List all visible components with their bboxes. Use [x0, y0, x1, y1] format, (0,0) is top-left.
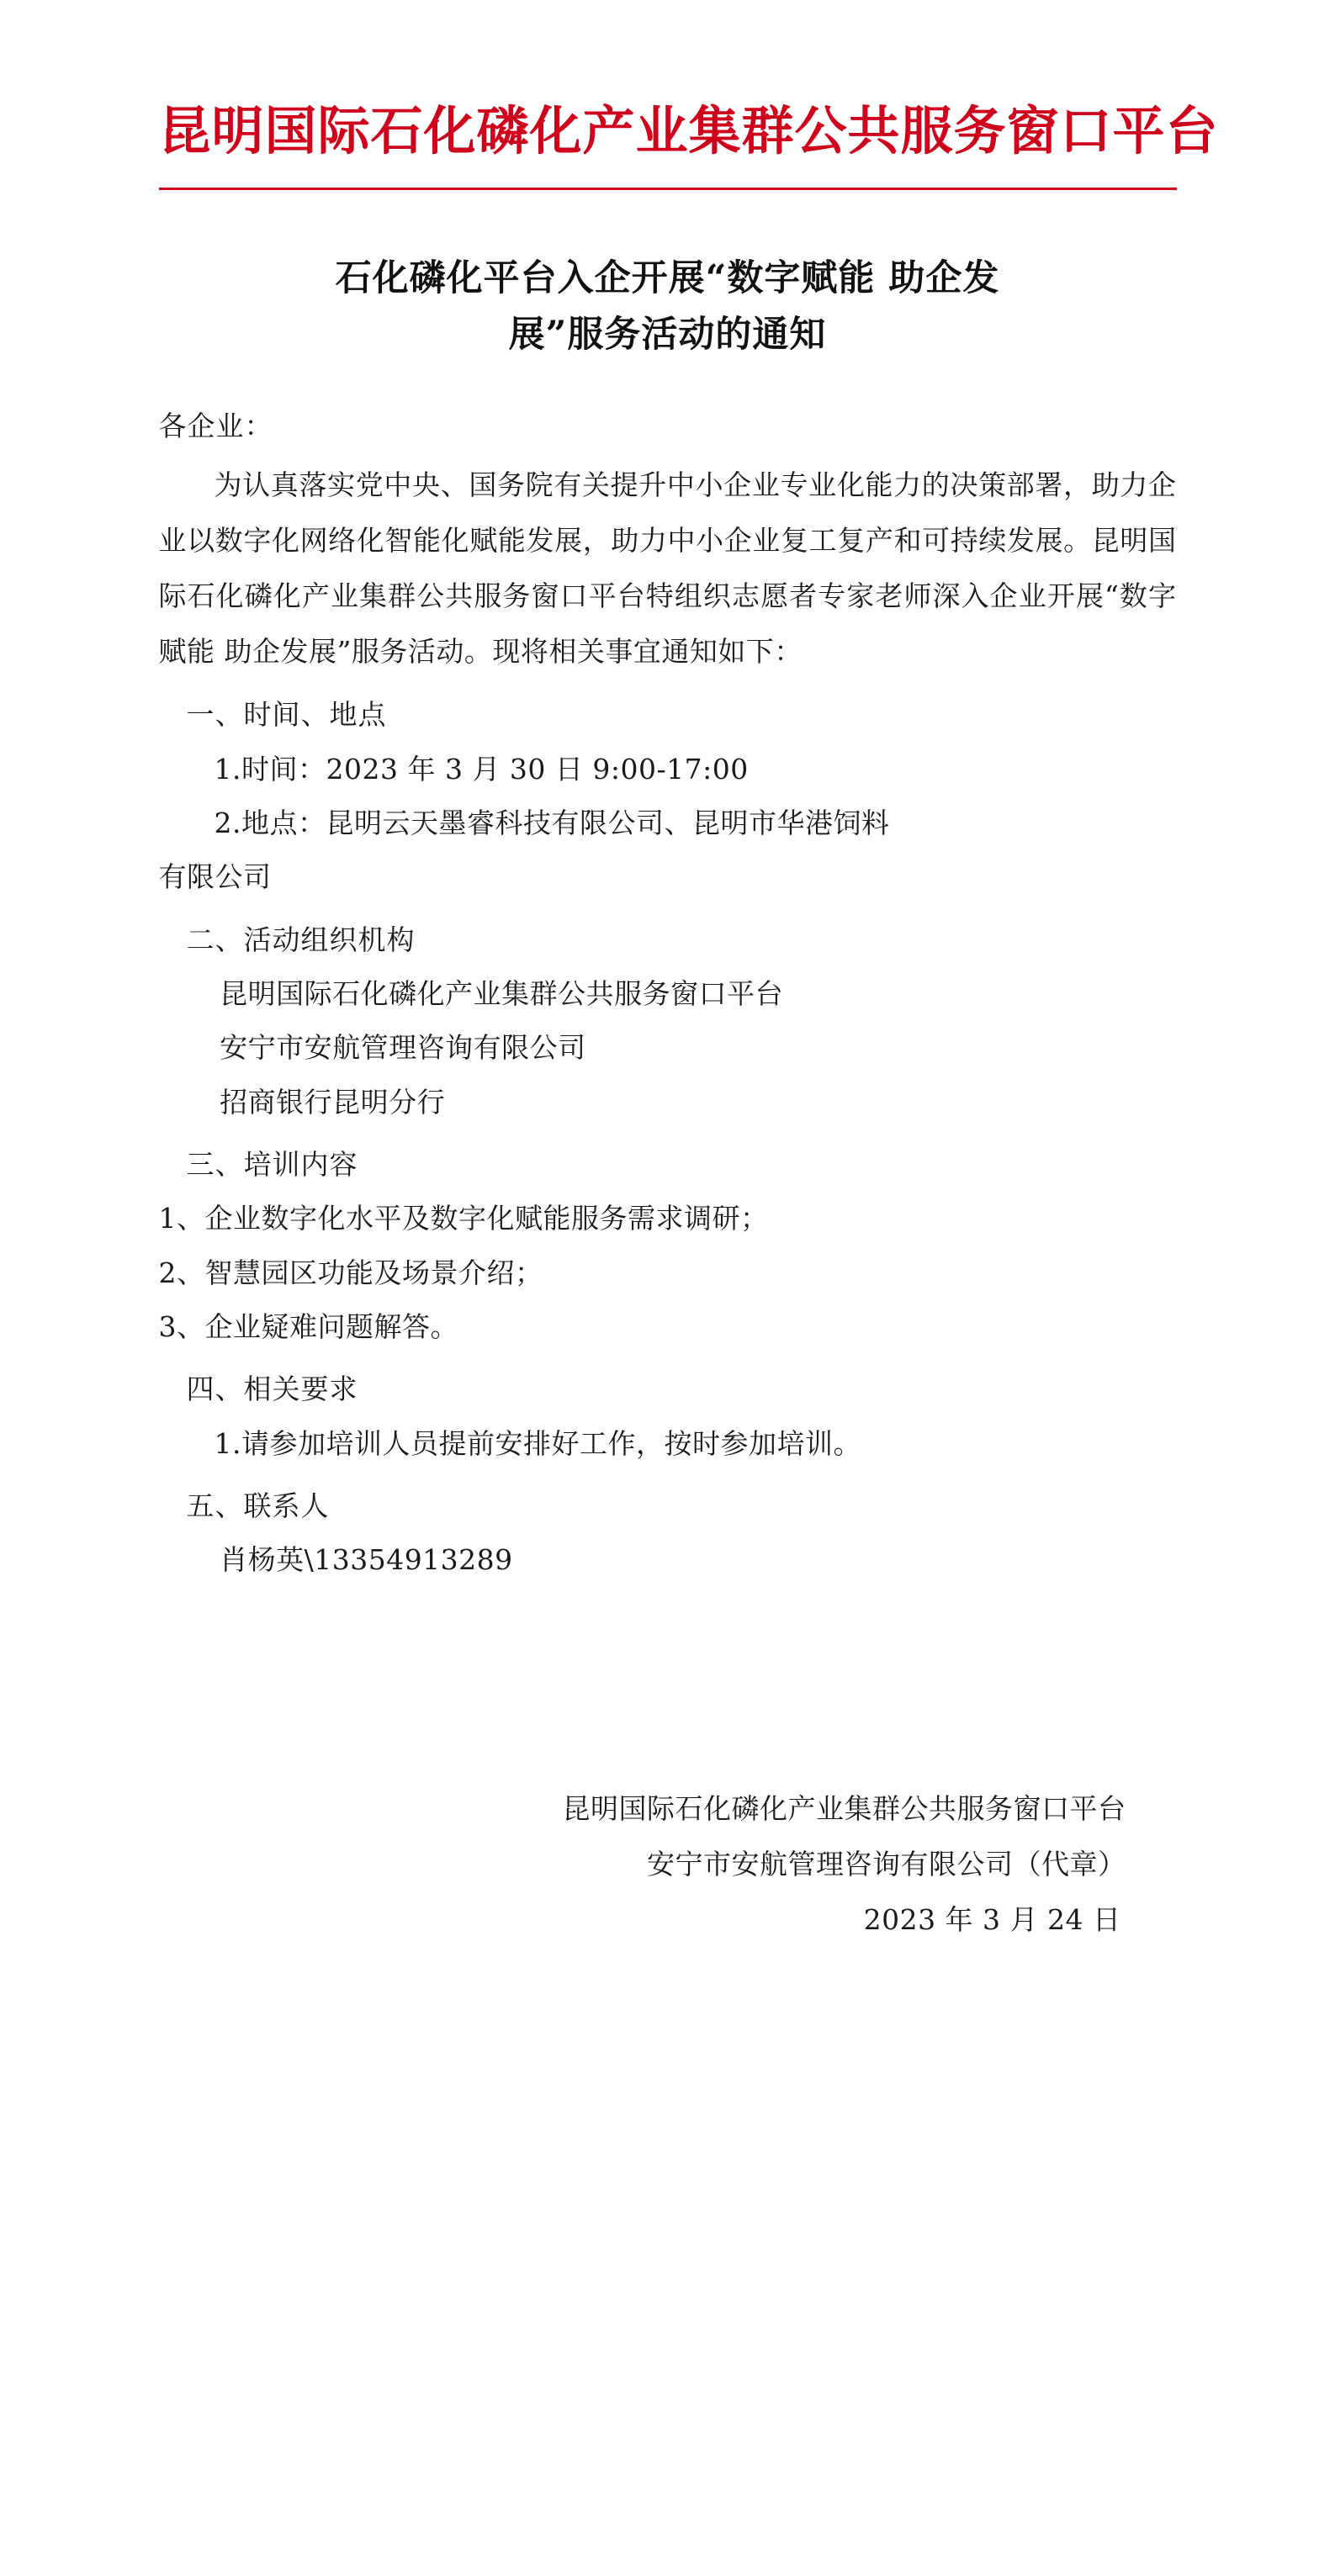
letterhead-divider — [159, 188, 1177, 190]
signature-date: 2023 年 3 月 24 日 — [863, 1902, 1121, 1936]
training-item-1: 1、企业数字化水平及数字化赋能服务需求调研； — [158, 1202, 769, 1235]
contact-person: 肖杨英\13354913289 — [220, 1543, 513, 1577]
signature-block — [159, 1781, 1177, 1948]
signature-org-2: 安宁市安航管理咨询有限公司（代章） — [647, 1847, 1126, 1880]
section-heading-contact: 五、联系人 — [186, 1489, 330, 1523]
signature-org-1: 昆明国际石化磷化产业集群公共服务窗口平台 — [562, 1791, 1126, 1825]
letterhead-title: 昆明国际石化磷化产业集群公共服务窗口平台 — [158, 100, 1219, 161]
page-title-line-2: 展”服务活动的通知 — [508, 313, 827, 356]
section-heading-time-place: 一、时间、地点 — [186, 698, 387, 732]
intro-paragraph: 为认真落实党中央、国务院有关提升中小企业专业化能力的决策部署，助力企业以数字化网络化智能化赋能发展，助力中小企业复工复产和可持续发展。昆明国际石化磷化产业集群公共服务窗口平台特组织志愿者专家老师深入企业开展“数字赋能 助企发展”服务活动。现将相关事宜通知如下： — [158, 468, 1177, 669]
section-item-place-continued: 有限公司 — [158, 860, 272, 894]
page-title — [159, 251, 1177, 362]
document-body — [158, 0, 1219, 1948]
organizer-item-1: 昆明国际石化磷化产业集群公共服务窗口平台 — [220, 976, 784, 1010]
training-item-2: 2、智慧园区功能及场景介绍； — [158, 1256, 543, 1289]
section-heading-organizers: 二、活动组织机构 — [186, 923, 416, 956]
section-item-place: 2.地点：昆明云天墨睿科技有限公司、昆明市华港饲料 — [214, 806, 890, 839]
requirement-item-1: 1.请参加培训人员提前安排好工作，按时参加培训。 — [214, 1426, 861, 1460]
section-heading-requirements: 四、相关要求 — [186, 1373, 358, 1406]
training-item-3: 3、企业疑难问题解答。 — [158, 1310, 458, 1344]
organizer-item-2: 安宁市安航管理咨询有限公司 — [220, 1031, 586, 1065]
section-item-time: 1.时间：2023 年 3 月 30 日 9:00-17:00 — [214, 752, 749, 785]
section-heading-training-content: 三、培训内容 — [186, 1148, 358, 1182]
salutation: 各企业： — [158, 409, 273, 442]
page-title-line-1: 石化磷化平台入企开展“数字赋能 助企发 — [335, 257, 1000, 300]
organizer-item-3: 招商银行昆明分行 — [220, 1085, 446, 1119]
